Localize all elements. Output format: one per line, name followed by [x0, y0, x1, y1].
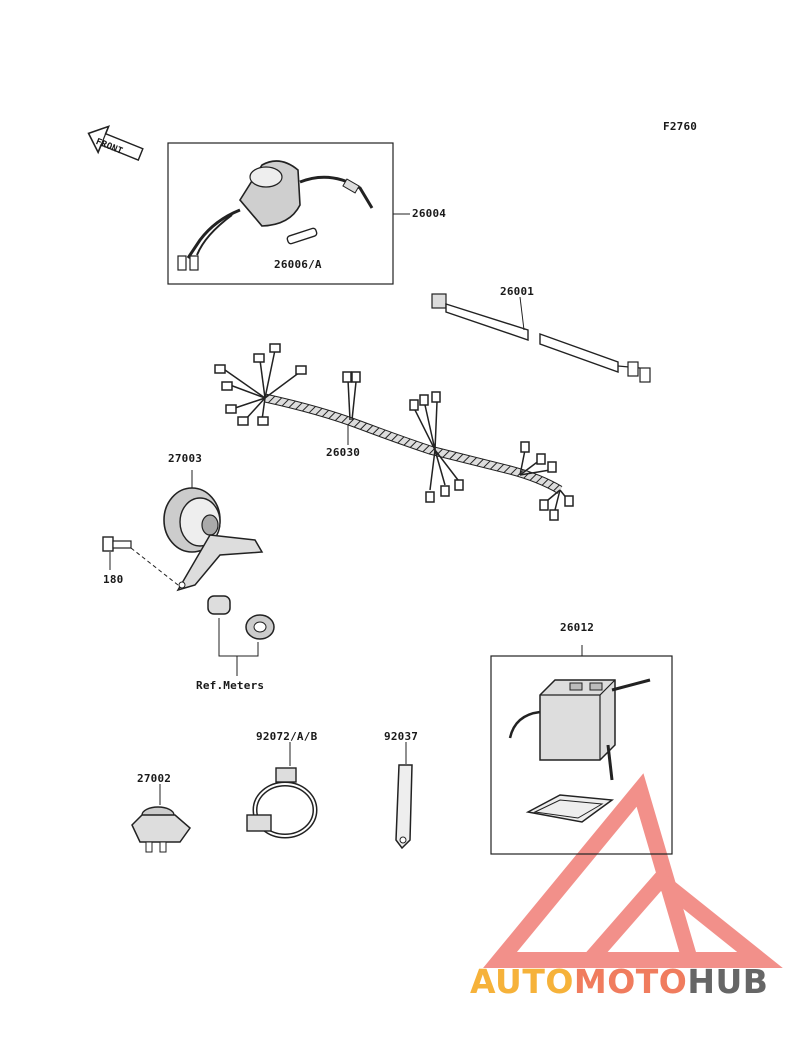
- ref-meters-label: Ref.Meters: [196, 679, 265, 692]
- switch-27002: [132, 784, 190, 852]
- part-label-26001: 26001: [500, 285, 535, 298]
- meter-collar-parts: [208, 596, 274, 676]
- lead-cable: [432, 294, 650, 382]
- main-harness: [215, 344, 573, 520]
- watermark-logo: [500, 790, 760, 960]
- part-label-180: 180: [103, 573, 124, 586]
- part-label-26030: 26030: [326, 446, 361, 459]
- part-label-27002: 27002: [137, 772, 172, 785]
- part-label-26006: 26006/A: [274, 258, 322, 271]
- part-label-26012: 26012: [560, 621, 595, 634]
- part-label-92072: 92072/A/B: [256, 730, 318, 743]
- part-label-27003: 27003: [168, 452, 203, 465]
- watermark-moto: MOTO: [573, 962, 688, 1001]
- watermark-text: [470, 962, 768, 1001]
- watermark-hub: HUB: [687, 962, 769, 1001]
- part-label-26004: 26004: [412, 207, 447, 220]
- watermark-auto: AUTO: [470, 962, 574, 1001]
- clamp-92072: [247, 742, 315, 836]
- part-label-92037: 92037: [384, 730, 419, 743]
- strap-92037: [396, 742, 412, 848]
- front-marker-label: FRONT: [94, 137, 124, 157]
- figure-code: F2760: [663, 120, 698, 133]
- horn-assembly: [164, 470, 262, 590]
